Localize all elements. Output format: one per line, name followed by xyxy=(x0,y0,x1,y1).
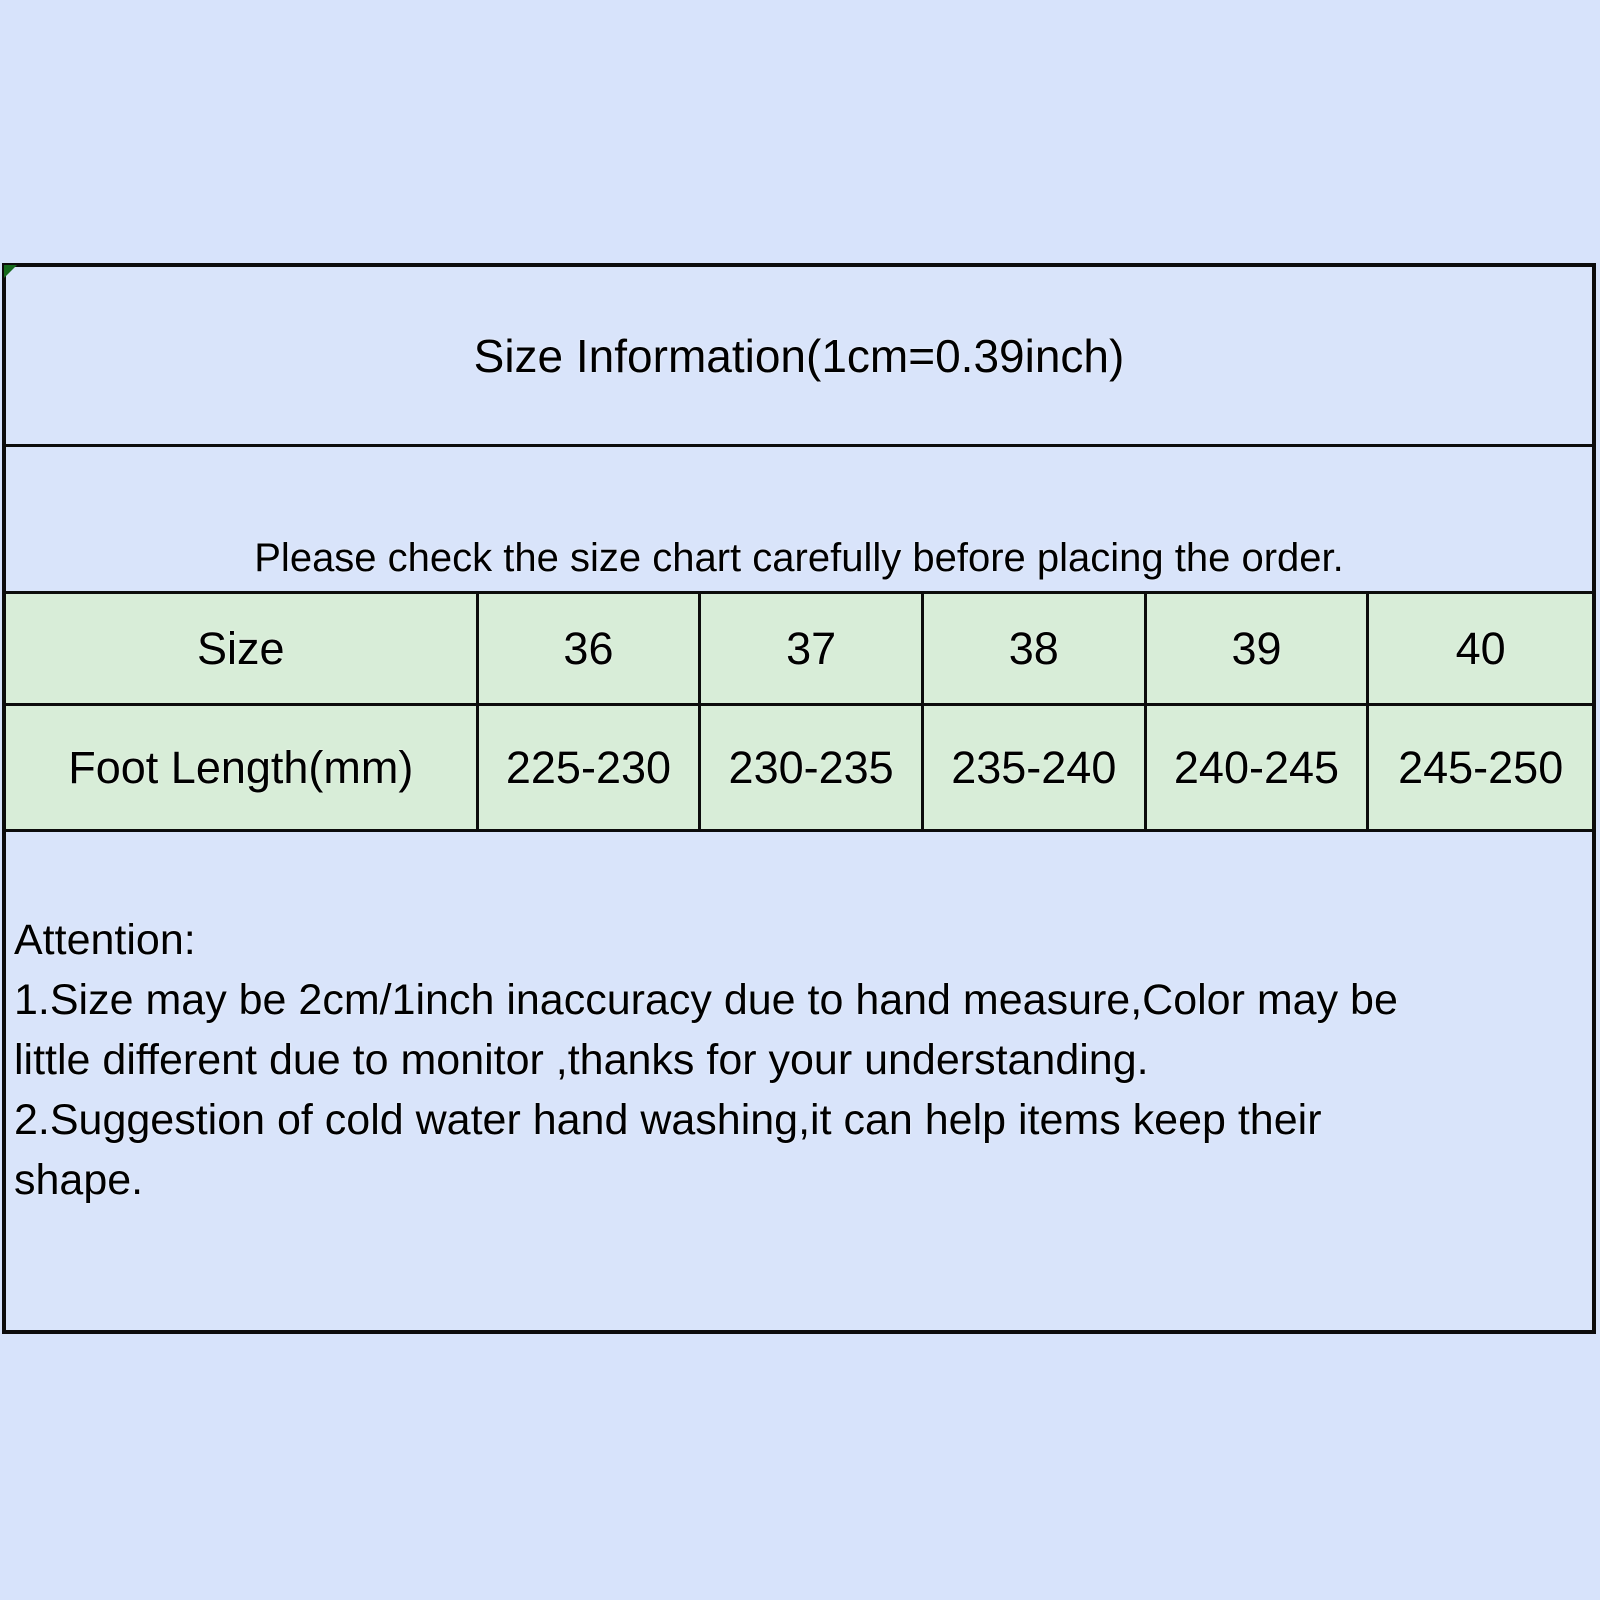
foot-length-cell-39: 240-245 xyxy=(1147,706,1370,829)
size-header-row xyxy=(6,594,1592,706)
table-title: Size Information(1cm=0.39inch) xyxy=(473,329,1125,382)
size-info-table xyxy=(2,263,1596,1334)
size-cell-40: 40 xyxy=(1455,622,1506,674)
attention-line-3: 2.Suggestion of cold water hand washing,it can help items keep their xyxy=(14,1096,1322,1144)
size-cell-36: 36 xyxy=(479,594,702,703)
title-row xyxy=(6,267,1592,447)
size-cell-37: 37 xyxy=(701,594,924,703)
subtitle-row xyxy=(6,447,1592,594)
foot-length-cell-37: 230-235 xyxy=(701,706,924,829)
attention-line-1: 1.Size may be 2cm/1inch inaccuracy due to hand measure,Color may be xyxy=(14,976,1398,1024)
size-cell-38: 38 xyxy=(924,594,1147,703)
attention-section xyxy=(6,832,1592,1330)
foot-length-cell-40: 245-250 xyxy=(1398,741,1564,793)
size-label-cell: Size xyxy=(6,594,479,703)
size-cell-39: 39 xyxy=(1147,594,1370,703)
table-subtitle: Please check the size chart carefully before placing the order. xyxy=(254,536,1344,580)
attention-line-2: little different due to monitor ,thanks for your understanding. xyxy=(14,1036,1149,1084)
attention-heading: Attention: xyxy=(14,916,196,964)
attention-line-4: shape. xyxy=(14,1156,144,1204)
foot-length-row xyxy=(6,706,1592,832)
corner-marker-triangle xyxy=(4,265,17,278)
foot-length-cell-36: 225-230 xyxy=(479,706,702,829)
foot-length-label-cell: Foot Length(mm) xyxy=(6,706,479,829)
foot-length-cell-38: 235-240 xyxy=(924,706,1147,829)
